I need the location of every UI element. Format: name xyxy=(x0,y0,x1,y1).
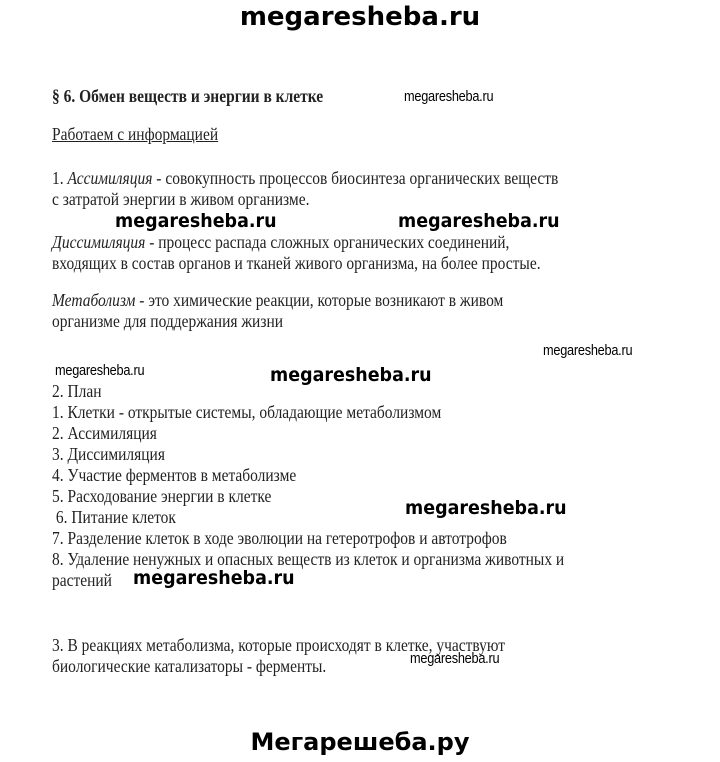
paragraph-assimilation xyxy=(52,168,558,188)
watermark: megaresheba.ru xyxy=(398,210,560,232)
watermark: megaresheba.ru xyxy=(55,362,145,379)
text: - процесс распада сложных органических соединений, xyxy=(145,232,510,252)
header-watermark: megaresheba.ru xyxy=(239,2,481,32)
plan-item: 1. Клетки - открытые системы, обладающие метаболизмом xyxy=(52,402,442,422)
term: Метаболизм xyxy=(52,290,136,310)
paragraph-line: входящих в состав органов и тканей живого организма, на более простые. xyxy=(52,253,541,273)
watermark: megaresheba.ru xyxy=(405,497,567,519)
plan-item: растений xyxy=(52,570,112,590)
num: 1. xyxy=(52,168,68,188)
watermark: megaresheba.ru xyxy=(133,567,295,589)
paragraph-line: организме для поддержания жизни xyxy=(52,311,284,331)
plan-heading: 2. План xyxy=(52,381,102,401)
text: - совокупность процессов биосинтеза органических веществ xyxy=(152,168,559,188)
footer-watermark: Мегарешеба.ру xyxy=(250,728,470,756)
section-title: § 6. Обмен веществ и энергии в клетке xyxy=(52,86,324,106)
paragraph-line: с затратой энергии в живом организме. xyxy=(52,189,310,209)
plan-item: 5. Расходование энергии в клетке xyxy=(52,486,272,506)
plan-item: 7. Разделение клеток в ходе эволюции на гетеротрофов и автотрофов xyxy=(52,528,507,548)
paragraph-dissimilation xyxy=(52,232,509,252)
term: Ассимиляция xyxy=(67,168,153,188)
term: Диссимиляция xyxy=(52,232,146,252)
paragraph-line: биологические катализаторы - ферменты. xyxy=(52,656,327,676)
paragraph-enzymes: 3. В реакциях метаболизма, которые происходят в клетке, участвуют xyxy=(52,635,506,655)
plan-item: 4. Участие ферментов в метаболизме xyxy=(52,465,297,485)
subtitle: Работаем с информацией xyxy=(52,124,219,144)
text: - это химические реакции, которые возникают в живом xyxy=(135,290,504,310)
paragraph-metabolism xyxy=(52,290,503,310)
watermark: megaresheba.ru xyxy=(543,342,633,359)
plan-item: 2. Ассимиляция xyxy=(52,423,157,443)
plan-item: 3. Диссимиляция xyxy=(52,444,165,464)
watermark: megaresheba.ru xyxy=(410,650,500,667)
plan-item: 8. Удаление ненужных и опасных веществ из клеток и организма животных и xyxy=(52,549,565,569)
watermark: megaresheba.ru xyxy=(404,88,494,105)
watermark: megaresheba.ru xyxy=(115,210,277,232)
watermark: megaresheba.ru xyxy=(270,364,432,386)
plan-item: 6. Питание клеток xyxy=(52,507,176,527)
